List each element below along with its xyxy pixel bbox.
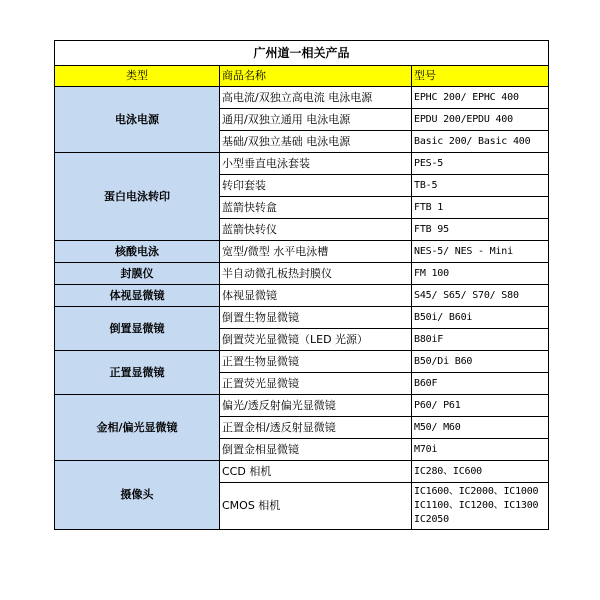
category-cell: 体视显微镜 <box>55 285 220 307</box>
product-model: EPHC 200/ EPHC 400 <box>412 87 549 109</box>
table-row <box>55 87 549 109</box>
product-name: 转印套装 <box>220 175 412 197</box>
product-model: IC280、IC600 <box>412 461 549 483</box>
title-row <box>55 41 549 66</box>
product-name: 正置荧光显微镜 <box>220 373 412 395</box>
product-name: 蓝箭快转仪 <box>220 219 412 241</box>
table-row <box>55 307 549 329</box>
product-model: M70i <box>412 439 549 461</box>
product-name: 半自动微孔板热封膜仪 <box>220 263 412 285</box>
product-name: 倒置生物显微镜 <box>220 307 412 329</box>
product-name: 倒置荧光显微镜（LED 光源） <box>220 329 412 351</box>
product-name: 高电流/双独立高电流 电泳电源 <box>220 87 412 109</box>
product-model: FTB 1 <box>412 197 549 219</box>
header-name: 商品名称 <box>220 66 412 87</box>
table-row <box>55 263 549 285</box>
category-cell: 封膜仪 <box>55 263 220 285</box>
category-cell: 金相/偏光显微镜 <box>55 395 220 461</box>
table-row <box>55 461 549 483</box>
table-row <box>55 241 549 263</box>
product-model: Basic 200/ Basic 400 <box>412 131 549 153</box>
model-line: IC1600、IC2000、IC1000 <box>414 486 539 497</box>
table-row <box>55 351 549 373</box>
product-name: 宽型/微型 水平电泳槽 <box>220 241 412 263</box>
product-name: 基础/双独立基础 电泳电源 <box>220 131 412 153</box>
product-name: 正置生物显微镜 <box>220 351 412 373</box>
category-cell: 电泳电源 <box>55 87 220 153</box>
product-model: EPDU 200/EPDU 400 <box>412 109 549 131</box>
product-model: S45/ S65/ S70/ S80 <box>412 285 549 307</box>
table-row <box>55 395 549 417</box>
product-model: NES-5/ NES - Mini <box>412 241 549 263</box>
product-model: B50/Di B60 <box>412 351 549 373</box>
product-model: FTB 95 <box>412 219 549 241</box>
product-name: 小型垂直电泳套装 <box>220 153 412 175</box>
product-name: 倒置金相显微镜 <box>220 439 412 461</box>
category-cell: 倒置显微镜 <box>55 307 220 351</box>
product-name: 通用/双独立通用 电泳电源 <box>220 109 412 131</box>
product-model: M50/ M60 <box>412 417 549 439</box>
model-line: IC2050 <box>414 514 449 525</box>
category-cell: 核酸电泳 <box>55 241 220 263</box>
table-row <box>55 285 549 307</box>
product-name: CMOS 相机 <box>220 483 412 530</box>
product-model: P60/ P61 <box>412 395 549 417</box>
product-name: 偏光/透反射偏光显微镜 <box>220 395 412 417</box>
table-row <box>55 153 549 175</box>
product-name: 正置金相/透反射显微镜 <box>220 417 412 439</box>
product-model: B80iF <box>412 329 549 351</box>
product-model: TB-5 <box>412 175 549 197</box>
product-model: FM 100 <box>412 263 549 285</box>
product-model-multiline <box>412 483 549 530</box>
product-name: 体视显微镜 <box>220 285 412 307</box>
product-model: PES-5 <box>412 153 549 175</box>
category-cell: 正置显微镜 <box>55 351 220 395</box>
table-title: 广州道一相关产品 <box>55 41 549 66</box>
header-category: 类型 <box>55 66 220 87</box>
header-row <box>55 66 549 87</box>
category-cell: 摄像头 <box>55 461 220 530</box>
model-line: IC1100、IC1200、IC1300 <box>414 500 539 511</box>
product-name: CCD 相机 <box>220 461 412 483</box>
product-model: B60F <box>412 373 549 395</box>
category-cell: 蛋白电泳转印 <box>55 153 220 241</box>
product-name: 蓝箭快转盒 <box>220 197 412 219</box>
product-table <box>54 40 549 530</box>
header-model: 型号 <box>412 66 549 87</box>
product-model: B50i/ B60i <box>412 307 549 329</box>
